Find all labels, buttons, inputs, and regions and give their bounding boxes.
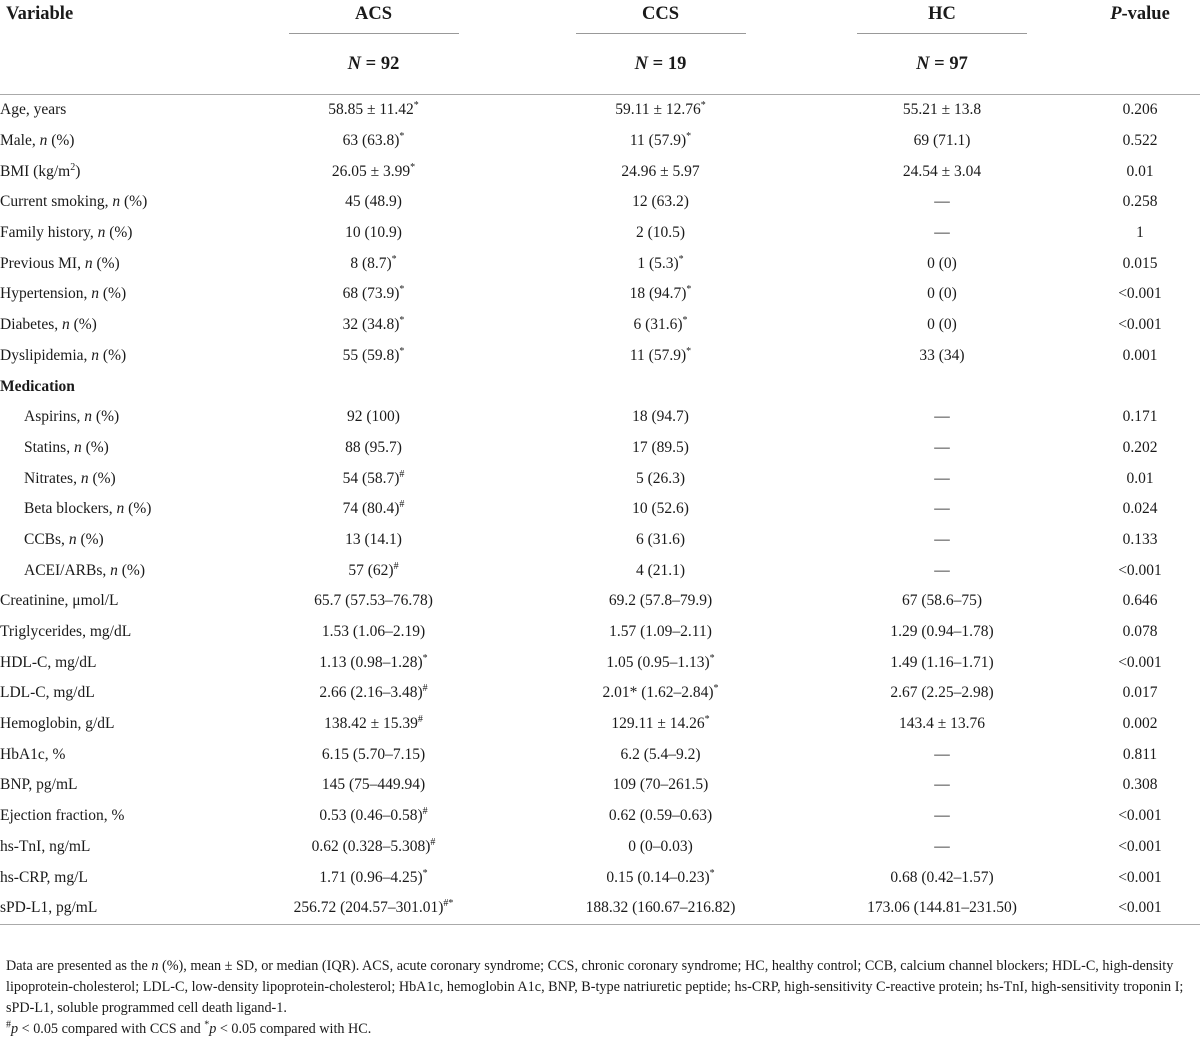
table-body	[0, 95, 1200, 924]
cell-ccs: 0.15 (0.14–0.23)*	[606, 867, 715, 886]
table-row	[0, 617, 1200, 648]
cell-pvalue: 0.017	[1122, 684, 1158, 702]
section-row	[0, 371, 1200, 402]
cell-hc: 0 (0)	[927, 285, 957, 303]
cell-acs	[230, 371, 517, 402]
cell-ccs: 0.62 (0.59–0.63)	[608, 807, 713, 825]
cell-pvalue: 0.646	[1122, 592, 1158, 610]
cell-pvalue: 0.01	[1126, 469, 1154, 487]
cell-acs: 138.42 ± 15.39#	[324, 713, 423, 733]
row-label: Hemoglobin, g/dL	[0, 715, 115, 733]
table-row	[0, 801, 1200, 832]
row-label: hs-TnI, ng/mL	[0, 837, 91, 855]
cell-ccs: 5 (26.3)	[635, 469, 686, 487]
cell-hc: 67 (58.6–75)	[901, 592, 983, 610]
cell-acs: 256.72 (204.57–301.01)#*	[293, 898, 454, 917]
cell-ccs: 11 (57.9)*	[629, 130, 692, 150]
cell-ccs: 2.01* (1.62–2.84)*	[602, 683, 719, 702]
header-ccs: CCS	[517, 0, 804, 34]
cell-ccs: 12 (63.2)	[632, 193, 689, 211]
cell-pvalue: 0.811	[1122, 745, 1158, 763]
cell-pvalue: 0.171	[1122, 408, 1158, 426]
cell-hc: 2.67 (2.25–2.98)	[890, 684, 994, 702]
cell-ccs: 109 (70–261.5)	[612, 776, 709, 794]
cell-hc: 69 (71.1)	[913, 132, 971, 150]
table-row	[0, 525, 1200, 556]
cell-hc: —	[934, 438, 950, 456]
cell-pvalue: 0.015	[1122, 254, 1158, 272]
cell-hc: 0 (0)	[927, 254, 957, 272]
table-row	[0, 647, 1200, 678]
cell-hc: —	[934, 193, 950, 211]
cell-hc: —	[934, 530, 950, 548]
table-row	[0, 433, 1200, 464]
row-label: hs-CRP, mg/L	[0, 868, 88, 886]
table-row	[0, 126, 1200, 157]
header-acs-n: N = 92	[347, 53, 400, 74]
row-label: BMI $(kg/m^2)$	[0, 161, 81, 180]
row-label: Nitrates, n (%)	[24, 469, 116, 487]
footnote-significance: #p < 0.05 compared with CCS and *p < 0.05 compared with HC.	[6, 1019, 372, 1037]
row-label: Male, n (%)	[0, 132, 75, 150]
bottom-rule	[0, 924, 1200, 925]
cell-pvalue: 0.001	[1122, 346, 1158, 364]
cell-hc: —	[934, 224, 950, 242]
cell-hc: —	[934, 837, 950, 855]
cell-acs: 68 (73.9)*	[342, 284, 405, 303]
cell-pvalue: 0.024	[1122, 500, 1158, 518]
table-row	[0, 586, 1200, 617]
cell-ccs: 4 (21.1)	[635, 561, 686, 579]
cell-acs: 8 (8.7)*	[350, 253, 397, 272]
table-row	[0, 463, 1200, 494]
row-label: Previous MI, n (%)	[0, 254, 120, 272]
row-label: CCBs, n (%)	[24, 530, 104, 548]
cell-ccs: 11 (57.9)*	[629, 345, 692, 364]
cell-hc: 55.21 ± 13.8	[902, 101, 982, 119]
header-row-n	[0, 34, 1200, 95]
row-label: HDL-C, mg/dL	[0, 653, 97, 671]
cell-hc: —	[934, 561, 950, 579]
cell-hc: —	[934, 469, 950, 487]
cell-pvalue: <0.001	[1118, 837, 1162, 855]
cell-ccs: 6.2 (5.4–9.2)	[620, 745, 701, 763]
row-label: Creatinine, μmol/L	[0, 592, 119, 610]
table-row	[0, 310, 1200, 341]
cell-ccs: 69.2 (57.8–79.9)	[608, 592, 713, 610]
row-label: sPD-L1, pg/mL	[0, 899, 98, 917]
cell-ccs: 17 (89.5)	[632, 438, 689, 456]
cell-pvalue: 0.002	[1122, 715, 1158, 733]
cell-pvalue: 0.202	[1122, 438, 1158, 456]
row-label: LDL-C, mg/dL	[0, 684, 95, 702]
cell-ccs: 1.05 (0.95–1.13)*	[606, 652, 715, 671]
cell-hc: 1.29 (0.94–1.78)	[890, 623, 994, 641]
row-label: Age, years	[0, 101, 67, 119]
cell-acs: 0.53 (0.46–0.58)#	[319, 806, 428, 825]
cell-ccs: 18 (94.7)*	[629, 284, 692, 303]
cell-hc: 0 (0)	[927, 316, 957, 334]
cell-acs: 63 (63.8)*	[342, 130, 405, 150]
cell-pvalue: <0.001	[1118, 653, 1162, 671]
row-label: Hypertension, n (%)	[0, 285, 127, 303]
cell-acs: 54 (58.7)#	[342, 468, 405, 487]
cell-ccs: 1 (5.3)*	[637, 253, 684, 272]
cell-acs: 74 (80.4)#	[342, 499, 405, 518]
cell-acs: 6.15 (5.70–7.15)	[321, 745, 426, 763]
header-hc: HC	[804, 0, 1080, 34]
cell-ccs: 6 (31.6)*	[633, 315, 688, 334]
table-row	[0, 770, 1200, 801]
row-label: Ejection fraction, %	[0, 807, 125, 825]
row-label: BNP, pg/mL	[0, 776, 78, 794]
cell-acs: 2.66 (2.16–3.48)#	[319, 683, 428, 702]
cell-acs: 45 (48.9)	[345, 193, 402, 211]
cell-ccs: 10 (52.6)	[632, 500, 689, 518]
cell-ccs: 2 (10.5)	[635, 224, 686, 242]
table-row	[0, 709, 1200, 740]
cell-pvalue: 0.522	[1122, 132, 1158, 150]
table-row	[0, 156, 1200, 187]
row-label: ACEI/ARBs, n (%)	[24, 561, 145, 579]
table-row	[0, 678, 1200, 709]
cell-ccs	[517, 371, 804, 402]
row-label: Dyslipidemia, n (%)	[0, 346, 127, 364]
cell-pvalue: <0.001	[1118, 316, 1162, 334]
cell-pvalue: 0.078	[1122, 623, 1158, 641]
cell-pvalue: 1	[1136, 224, 1144, 242]
cell-ccs: 188.32 (160.67–216.82)	[585, 899, 736, 917]
table-row	[0, 248, 1200, 279]
header-row-groups	[0, 0, 1200, 34]
cell-hc: 0.68 (0.42–1.57)	[890, 868, 994, 886]
cell-hc: —	[934, 408, 950, 426]
cell-acs: 13 (14.1)	[345, 530, 402, 548]
row-label: Statins, n (%)	[24, 438, 109, 456]
cell-ccs: 6 (31.6)	[635, 530, 686, 548]
cell-acs: 10 (10.9)	[345, 224, 402, 242]
cell-pvalue: <0.001	[1118, 561, 1162, 579]
cell-pvalue	[1080, 371, 1200, 402]
header-variable: Variable	[6, 4, 74, 24]
table-row	[0, 862, 1200, 893]
header-acs: ACS	[230, 0, 517, 34]
cell-hc: —	[934, 776, 950, 794]
cell-pvalue: 0.133	[1122, 530, 1158, 548]
cell-hc: 33 (34)	[919, 346, 965, 364]
cell-pvalue: 0.01	[1126, 162, 1154, 180]
row-label: Triglycerides, mg/dL	[0, 623, 132, 641]
row-label: Aspirins, n (%)	[24, 408, 120, 426]
table-row	[0, 402, 1200, 433]
cell-ccs: 1.57 (1.09–2.11)	[609, 623, 712, 641]
cell-ccs: 59.11 ± 12.76*	[615, 100, 706, 119]
cell-acs: 88 (95.7)	[345, 438, 402, 456]
cell-pvalue: <0.001	[1118, 807, 1162, 825]
cell-hc: 173.06 (144.81–231.50)	[867, 899, 1017, 917]
table-row	[0, 95, 1200, 126]
cell-ccs: 24.96 ± 5.97	[621, 162, 700, 180]
cell-hc: 143.4 ± 13.76	[898, 715, 985, 733]
table-footnote	[6, 956, 1194, 1040]
cell-hc: 24.54 ± 3.04	[902, 162, 982, 180]
cell-hc: —	[934, 500, 950, 518]
footnote-abbreviations: Data are presented as the n (%), mean ± SD, or median (IQR). ACS, acute coronary syndrome; CCS, chronic coronary syndrome; HC, healthy control; CCB, calcium channel blockers; HDL-C, high-density lipoprotein-cholesterol; LDL-C, low-density lipoprotein-cholesterol; HbA1c, hemoglobin A1c, BNP, B-type natriuretic peptide; hs-CRP, high-sensitivity C-reactive protein; hs-TnI, high-sensitivity troponin I; sPD-L1, soluble programmed cell death ligand-1.	[6, 958, 1184, 1016]
cell-acs: 145 (75–449.94)	[321, 776, 426, 794]
table-row	[0, 739, 1200, 770]
cell-pvalue: 0.206	[1122, 101, 1158, 119]
row-label: Family history, n (%)	[0, 224, 133, 242]
cell-hc: 1.49 (1.16–1.71)	[890, 653, 994, 671]
cell-acs: 26.05 ± 3.99*	[331, 161, 416, 180]
row-label: Beta blockers, n (%)	[24, 500, 152, 518]
cell-acs: 1.53 (1.06–2.19)	[321, 623, 426, 641]
table-row	[0, 341, 1200, 372]
cell-acs: 0.62 (0.328–5.308)#	[311, 836, 436, 855]
header-pvalue: P-value	[1110, 4, 1170, 24]
table-row	[0, 832, 1200, 863]
cell-acs: 92 (100)	[347, 408, 400, 426]
cell-hc	[804, 371, 1080, 402]
table-row	[0, 218, 1200, 249]
cell-ccs: 129.11 ± 14.26*	[611, 713, 710, 733]
row-label: Current smoking, n (%)	[0, 193, 148, 211]
table-row	[0, 893, 1200, 924]
cell-acs: 65.7 (57.53–76.78)	[314, 592, 433, 610]
row-label: Diabetes, n (%)	[0, 316, 97, 334]
cell-pvalue: 0.308	[1122, 776, 1158, 794]
cell-acs: 58.85 ± 11.42*	[328, 100, 419, 119]
table-row	[0, 494, 1200, 525]
cell-ccs: 18 (94.7)	[632, 408, 689, 426]
table-row	[0, 555, 1200, 586]
cell-pvalue: <0.001	[1118, 868, 1162, 886]
cell-acs: 32 (34.8)*	[342, 315, 405, 334]
cell-acs: 55 (59.8)*	[342, 345, 405, 364]
cell-hc: —	[934, 807, 950, 825]
row-label: Medication	[0, 377, 75, 395]
table-row	[0, 187, 1200, 218]
cell-pvalue: <0.001	[1118, 285, 1162, 303]
row-label: HbA1c, %	[0, 745, 66, 763]
header-ccs-n: N = 19	[634, 53, 687, 74]
cell-pvalue: <0.001	[1118, 899, 1162, 917]
cell-acs: 57 (62)#	[348, 560, 399, 579]
cell-acs: 1.71 (0.96–4.25)*	[319, 867, 428, 886]
cell-acs: 1.13 (0.98–1.28)*	[319, 652, 428, 671]
cell-ccs: 0 (0–0.03)	[628, 837, 693, 855]
cell-hc: —	[934, 745, 950, 763]
header-hc-n: N = 97	[916, 53, 968, 74]
table-row	[0, 279, 1200, 310]
cell-pvalue: 0.258	[1122, 193, 1158, 211]
